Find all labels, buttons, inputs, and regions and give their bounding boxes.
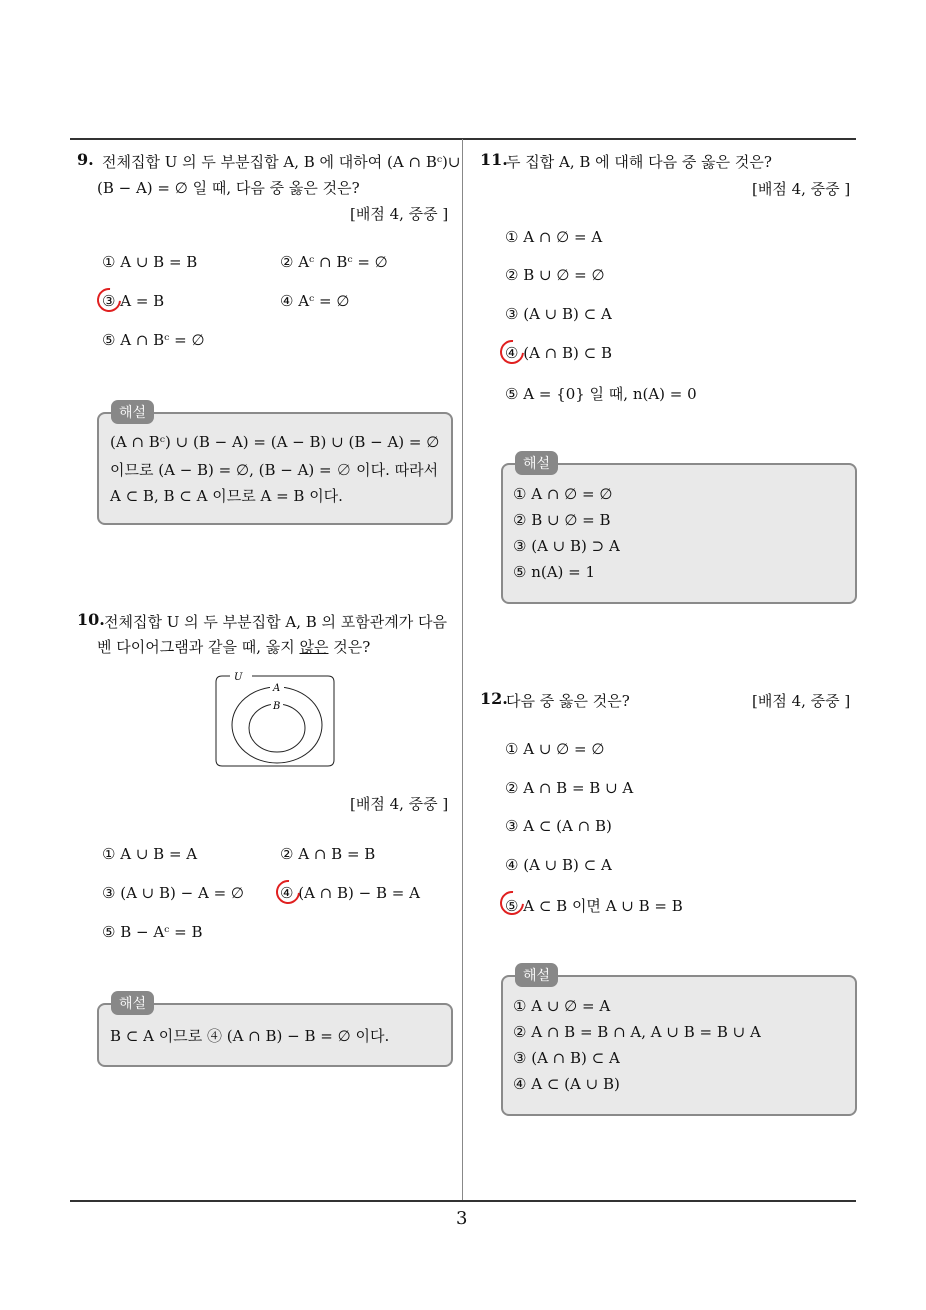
solution-line-2: ② B ∪ ∅ = B bbox=[513, 511, 611, 529]
underlined-word: 않은 bbox=[299, 638, 329, 656]
question-text-line2: (B − A) = ∅ 일 때, 다음 중 옳은 것은? bbox=[97, 179, 360, 197]
solution-tag: 해설 bbox=[515, 963, 558, 987]
solution-tag: 해설 bbox=[515, 451, 558, 475]
points-label: [배점 4, 중중 ] bbox=[752, 180, 851, 198]
solution-line-1: B ⊂ A 이므로 ④ (A ∩ B) − B = ∅ 이다. bbox=[110, 1027, 390, 1045]
question-text-line1: 전체집합 U 의 두 부분집합 A, B 에 대하여 (A ∩ Bᶜ)∪ bbox=[102, 153, 461, 171]
choice-1[interactable]: ① A ∪ B = A bbox=[102, 845, 198, 863]
question-number: 10. bbox=[77, 610, 105, 629]
points-label: [배점 4, 중중 ] bbox=[752, 692, 851, 710]
choice-3[interactable]: ③ A ⊂ (A ∩ B) bbox=[505, 817, 612, 835]
choice-3[interactable]: ③ (A ∪ B) ⊂ A bbox=[505, 305, 612, 323]
question-text-line2: 벤 다이어그램과 같을 때, 옳지 않은 것은? bbox=[97, 638, 371, 656]
choice-3[interactable]: ③ (A ∪ B) − A = ∅ bbox=[102, 884, 244, 902]
choice-4[interactable]: ④ Aᶜ = ∅ bbox=[280, 292, 350, 310]
solution-line-1: (A ∩ Bᶜ) ∪ (B − A) = (A − B) ∪ (B − A) = ∅ bbox=[110, 433, 440, 451]
choice-1[interactable]: ① A ∩ ∅ = A bbox=[505, 228, 603, 246]
points-label: [배점 4, 중중 ] bbox=[350, 205, 449, 223]
answer-circle-mark bbox=[495, 335, 529, 369]
venn-label-a: A bbox=[273, 683, 281, 694]
column-divider bbox=[462, 139, 463, 1201]
points-label: [배점 4, 중중 ] bbox=[350, 795, 449, 813]
venn-diagram bbox=[212, 670, 338, 770]
solution-line-3: ③ (A ∪ B) ⊃ A bbox=[513, 537, 620, 555]
solution-tag: 해설 bbox=[111, 400, 154, 424]
solution-line-1: ① A ∩ ∅ = ∅ bbox=[513, 485, 613, 503]
answer-circle-mark bbox=[271, 875, 305, 909]
choice-5[interactable]: ⑤ A ⊂ B 이면 A ∪ B = B bbox=[505, 897, 683, 915]
solution-line-4: ⑤ n(A) = 1 bbox=[513, 563, 596, 581]
choice-1[interactable]: ① A ∪ B = B bbox=[102, 253, 198, 271]
question-text-line1: 두 집합 A, B 에 대해 다음 중 옳은 것은? bbox=[506, 153, 772, 171]
answer-circle-mark bbox=[92, 283, 126, 317]
venn-label-b: B bbox=[273, 701, 281, 712]
choice-4[interactable]: ④ (A ∩ B) − B = A bbox=[280, 884, 420, 902]
choice-4[interactable]: ④ (A ∪ B) ⊂ A bbox=[505, 856, 612, 874]
choice-2[interactable]: ② A ∩ B = B ∪ A bbox=[505, 779, 634, 797]
question-number: 12. bbox=[480, 689, 508, 708]
venn-label-u: U bbox=[234, 672, 243, 683]
choice-4[interactable]: ④ (A ∩ B) ⊂ B bbox=[505, 344, 613, 362]
question-text-line1: 전체집합 U 의 두 부분집합 A, B 의 포함관계가 다음 bbox=[104, 613, 447, 631]
page-number: 3 bbox=[456, 1208, 468, 1229]
solution-line-2: 이므로 (A − B) = ∅, (B − A) = ∅ 이다. 따라서 bbox=[110, 461, 439, 479]
question-text-line1: 다음 중 옳은 것은? bbox=[506, 692, 630, 710]
choice-5[interactable]: ⑤ A ∩ Bᶜ = ∅ bbox=[102, 331, 205, 349]
solution-line-3: A ⊂ B, B ⊂ A 이므로 A = B 이다. bbox=[110, 487, 343, 505]
top-rule bbox=[70, 138, 856, 140]
choice-2[interactable]: ② Aᶜ ∩ Bᶜ = ∅ bbox=[280, 253, 388, 271]
question-number: 9. bbox=[77, 150, 94, 169]
choice-5[interactable]: ⑤ B − Aᶜ = B bbox=[102, 923, 203, 941]
choice-3[interactable]: ③ A = B bbox=[102, 292, 165, 310]
solution-line-2: ② A ∩ B = B ∩ A, A ∪ B = B ∪ A bbox=[513, 1023, 761, 1041]
choice-1[interactable]: ① A ∪ ∅ = ∅ bbox=[505, 740, 605, 758]
solution-line-1: ① A ∪ ∅ = A bbox=[513, 997, 611, 1015]
solution-line-4: ④ A ⊂ (A ∪ B) bbox=[513, 1075, 620, 1093]
bottom-rule bbox=[70, 1200, 856, 1202]
question-number: 11. bbox=[480, 150, 508, 169]
choice-2[interactable]: ② A ∩ B = B bbox=[280, 845, 376, 863]
solution-tag: 해설 bbox=[111, 991, 154, 1015]
choice-5[interactable]: ⑤ A = {0} 일 때, n(A) = 0 bbox=[505, 385, 697, 403]
solution-line-3: ③ (A ∩ B) ⊂ A bbox=[513, 1049, 620, 1067]
choice-2[interactable]: ② B ∪ ∅ = ∅ bbox=[505, 266, 605, 284]
